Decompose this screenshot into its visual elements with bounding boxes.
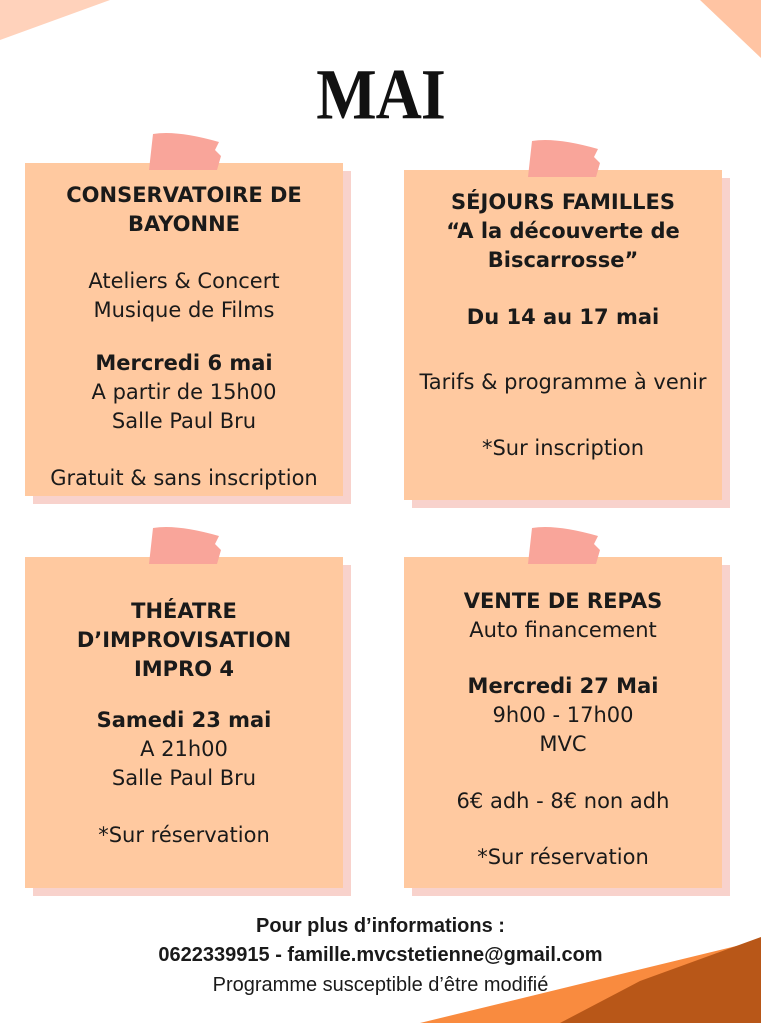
card-note: *Sur réservation (98, 823, 270, 847)
card-subtitle: Ateliers & Concert (88, 269, 280, 293)
tape-icon (147, 130, 225, 170)
tape-icon (526, 524, 604, 564)
card-heading: Biscarrosse” (487, 248, 639, 272)
event-card-conservatoire (25, 163, 343, 496)
event-card-sejours (404, 170, 722, 500)
card-date: Mercredi 6 mai (95, 351, 273, 375)
card-heading: D’IMPROVISATION (76, 628, 292, 652)
card-location: MVC (539, 732, 587, 756)
card-location: Salle Paul Bru (111, 409, 257, 433)
card-heading: SÉJOURS FAMILLES (451, 190, 675, 214)
card-date: Samedi 23 mai (96, 708, 272, 732)
tape-icon (526, 137, 604, 177)
corner-top-right (700, 0, 761, 58)
footer-info-label: Pour plus d’informations : (256, 915, 505, 937)
card-time: 9h00 - 17h00 (492, 703, 634, 727)
card-location: Salle Paul Bru (111, 766, 257, 790)
card-info: Tarifs & programme à venir (419, 370, 707, 394)
card-subtitle: Musique de Films (93, 298, 275, 322)
card-time: A partir de 15h00 (91, 380, 277, 404)
card-price: 6€ adh - 8€ non adh (456, 789, 670, 813)
card-time: A 21h00 (140, 737, 228, 761)
footer-contact[interactable]: 0622339915 - famille.mvcstetienne@gmail.com (158, 944, 603, 966)
event-card-vente-repas (404, 557, 722, 888)
card-note: *Sur réservation (477, 845, 649, 869)
card-note: Gratuit & sans inscription (50, 466, 318, 490)
card-heading: IMPRO 4 (133, 657, 235, 681)
card-body (25, 163, 343, 496)
card-date: Du 14 au 17 mai (466, 305, 660, 329)
card-body (25, 557, 343, 888)
card-heading: VENTE DE REPAS (463, 589, 663, 613)
card-note: *Sur inscription (481, 436, 645, 460)
card-body (404, 170, 722, 500)
tape-icon (147, 524, 225, 564)
card-subtitle: Auto financement (469, 618, 657, 642)
card-heading: “A la découverte de (446, 219, 680, 243)
card-date: Mercredi 27 Mai (467, 674, 659, 698)
footer-disclaimer: Programme susceptible d’être modifié (212, 974, 549, 996)
corner-top-left (0, 0, 110, 40)
page-title: MAI (316, 54, 445, 135)
card-body (404, 557, 722, 888)
card-heading: BAYONNE (127, 212, 241, 236)
card-heading: CONSERVATOIRE DE (66, 183, 302, 207)
event-card-theatre (25, 557, 343, 888)
card-heading: THÉATRE (131, 599, 237, 623)
